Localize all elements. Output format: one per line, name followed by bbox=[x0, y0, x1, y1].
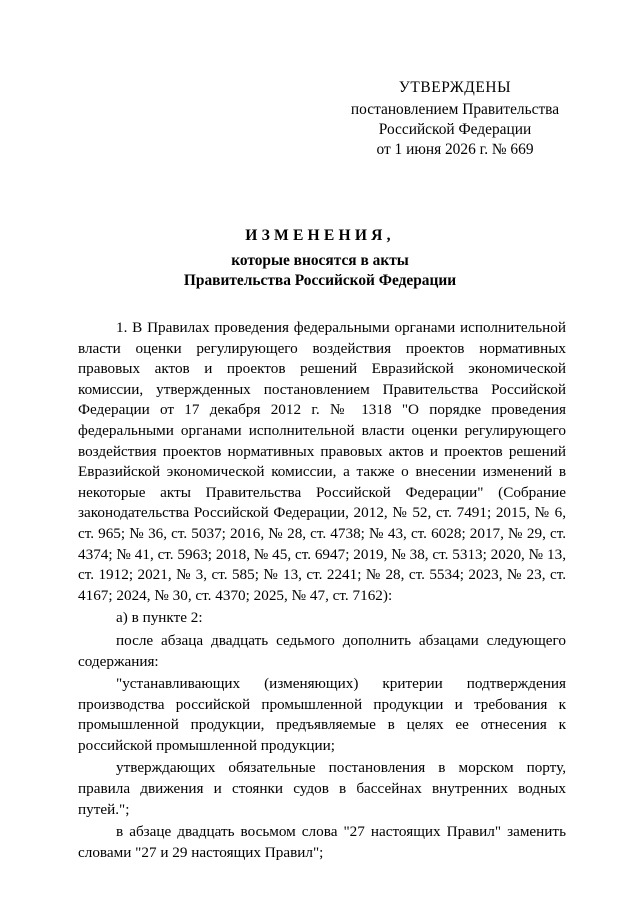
paragraph-5: утверждающих обязательные постановления в морском порту, правила движения и стоянки судов в бассейнах внутренних водных путей."; bbox=[78, 759, 566, 818]
approved-heading: УТВЕРЖДЕНЫ bbox=[398, 79, 512, 96]
document-title-block bbox=[0, 225, 640, 291]
paragraph-2: а) в пункте 2: bbox=[116, 609, 203, 627]
paragraph-1: 1. В Правилах проведения федеральными органами исполнительной власти оценки регулирующего воздействия проектов нормативных правовых актов и проектов решений Евразийской экономической комиссии, утвержденных постановлением Правительства Российской Федерации от 17 декабря 2012 г. № 1318 "О порядке проведения федеральными органами исполнительной власти оценки регулирующего воздействия проектов нормативных правовых актов и проектов решений Евразийской экономической комиссии, а также о внесении изменений в некоторые акты Правительства Российской Федерации" (Собрание законодательства Российской Федерации, 2012, № 52, ст. 7491; 2015, № 6, ст. 965; № 36, ст. 5037; 2016, № 28, ст. 4738; № 43, ст. 6028; 2017, № 29, ст. 4374; № 41, ст. 5963; 2018, № 45, ст. 6947; 2019, № 38, ст. 5313; 2020, № 13, ст. 1912; 2021, № 3, ст. 585; № 13, ст. 2241; № 28, ст. 5534; 2023, № 23, ст. 4167; 2024, № 30, ст. 4370; 2025, № 47, ст. 7162): bbox=[78, 319, 566, 604]
approval-line-3: от 1 июня 2026 г. № 669 bbox=[376, 141, 534, 158]
document-subtitle-line-1: которые вносятся в акты bbox=[231, 252, 409, 269]
document-title: ИЗМЕНЕНИЯ, bbox=[245, 227, 395, 244]
approval-line-1: постановлением Правительства bbox=[350, 101, 560, 118]
paragraph-6: в абзаце двадцать восьмом слова "27 настоящих Правил" заменить словами "27 и 29 настоящих Правил"; bbox=[78, 823, 566, 861]
document-body bbox=[78, 318, 566, 865]
document-subtitle-line-2: Правительства Российской Федерации bbox=[183, 272, 457, 289]
approval-line-2: Российской Федерации bbox=[378, 121, 532, 138]
paragraph-3: после абзаца двадцать седьмого дополнить абзацами следующего содержания: bbox=[78, 631, 566, 670]
approval-stamp-block bbox=[330, 78, 580, 160]
paragraph-4: "устанавливающих (изменяющих) критерии подтверждения производства российской промышленной продукции и требования к промышленной продукции, предъявляемые в целях ее отнесения к российской промышленной продукции; bbox=[78, 675, 566, 754]
